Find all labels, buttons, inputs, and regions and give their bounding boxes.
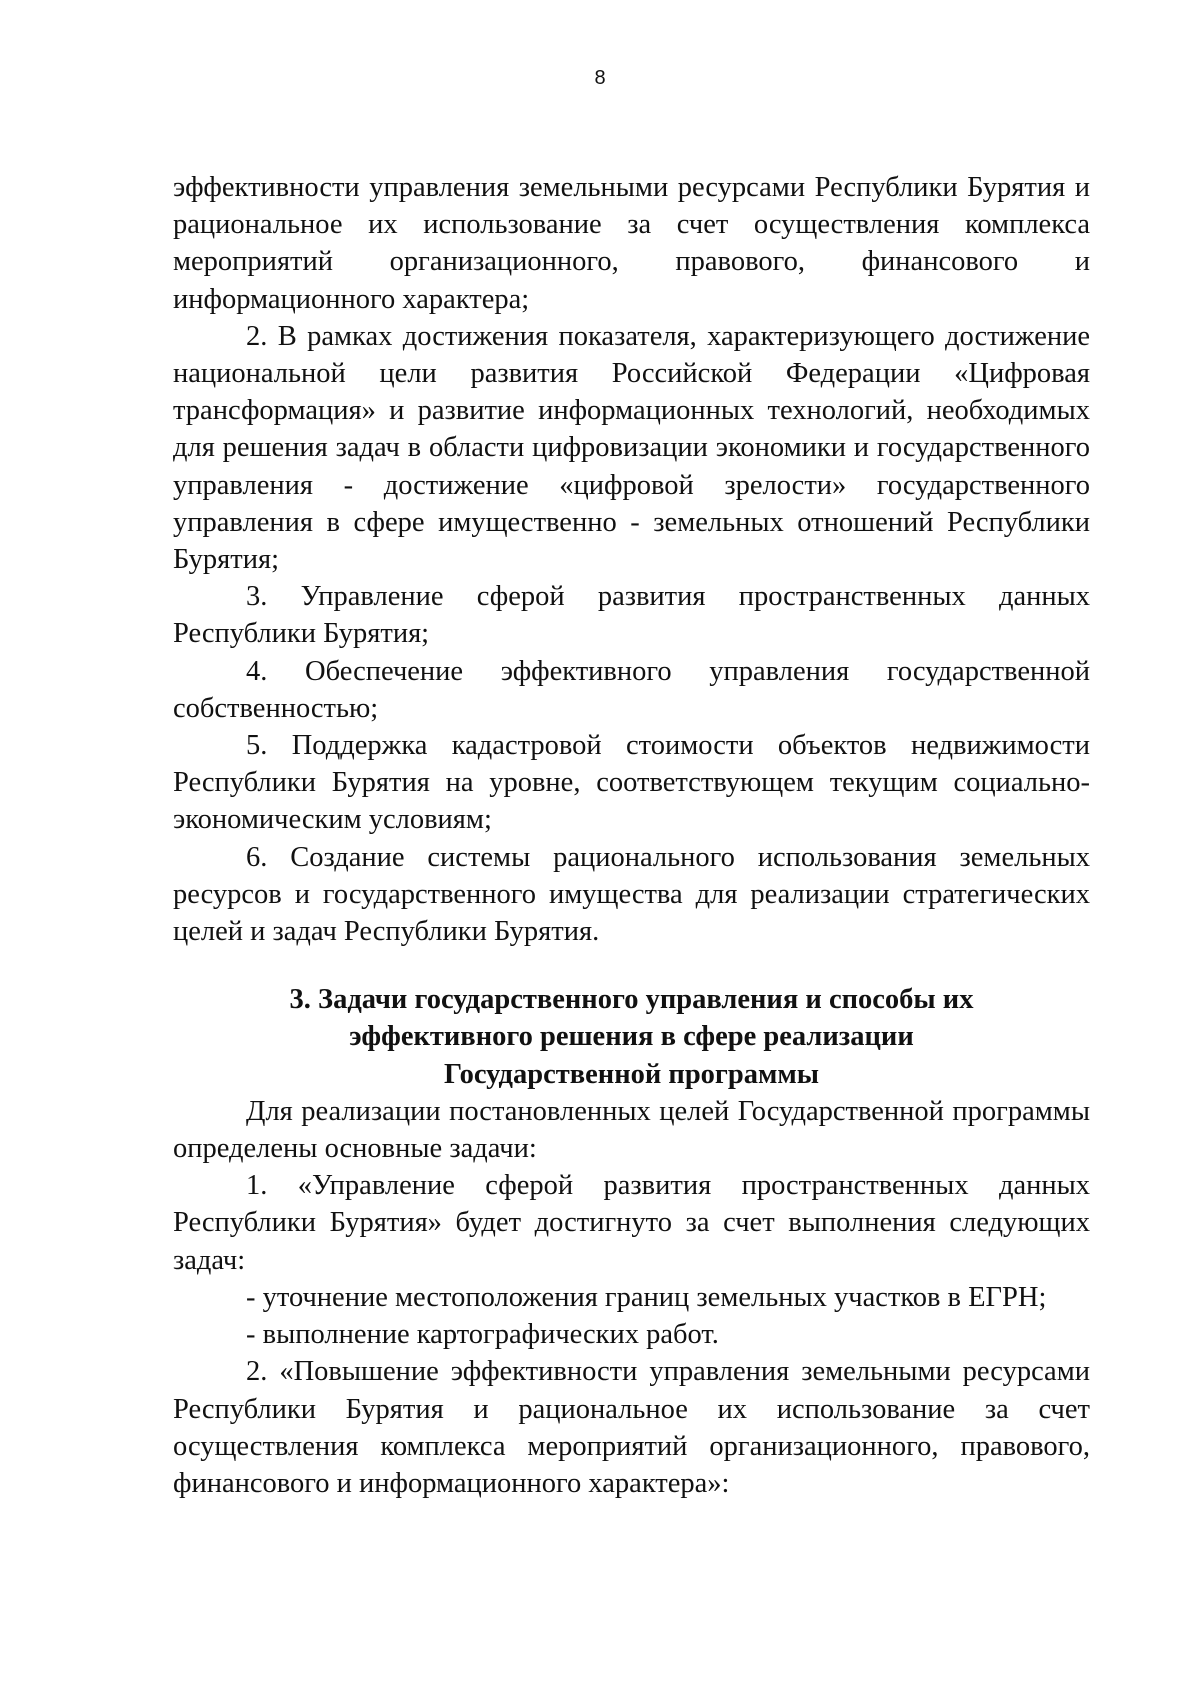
section-heading-line: Государственной программы bbox=[443, 1058, 820, 1090]
paragraph-task-1: 1. «Управление сферой развития пространственных данных Республики Бурятия» будет достигнуто за счет выполнения следующих задач: bbox=[173, 1170, 1090, 1276]
section-heading-line: 3. Задачи государственного управления и способы их bbox=[289, 984, 974, 1016]
page-number: 8 bbox=[594, 67, 606, 89]
paragraph-item-5: 5. Поддержка кадастровой стоимости объектов недвижимости Республики Бурятия на уровне, соответствующем текущим социально-экономическим условиям; bbox=[173, 730, 1090, 836]
section-heading-line: эффективного решения в сфере реализации bbox=[349, 1021, 914, 1053]
paragraph-item-4: 4. Обеспечение эффективного управления государственной собственностью; bbox=[173, 655, 1090, 724]
paragraph-intro: Для реализации постановленных целей Государственной программы определены основные задачи: bbox=[173, 1095, 1090, 1165]
paragraph-continuation: эффективности управления земельными ресурсами Республики Бурятия и рациональное их использование за счет осуществления комплекса мероприятий организационного, правового, финансового и информационного характера; bbox=[173, 172, 1090, 315]
paragraph-item-2: 2. В рамках достижения показателя, характеризующего достижение национальной цели развития Российской Федерации «Цифровая трансформация» и развитие информационных технологий, необходимых для решения задач в области цифровизации экономики и государственного управления - достижение «цифровой зрелости» государственного управления в сфере имущественно - земельных отношений Республики Бурятия; bbox=[173, 320, 1090, 576]
document-body bbox=[173, 169, 1090, 1502]
paragraph-task-2: 2. «Повышение эффективности управления земельными ресурсами Республики Бурятия и рациональное их использование за счет осуществления комплекса мероприятий организационного, правового, финансового и информационного характера»: bbox=[173, 1356, 1090, 1499]
section-heading bbox=[173, 981, 1090, 1093]
paragraph-item-3: 3. Управление сферой развития пространственных данных Республики Бурятия; bbox=[173, 581, 1090, 650]
list-item: - выполнение картографических работ. bbox=[246, 1319, 719, 1351]
list-item: - уточнение местоположения границ земельных участков в ЕГРН; bbox=[246, 1281, 1047, 1313]
paragraph-item-6: 6. Создание системы рационального использования земельных ресурсов и государственного имущества для реализации стратегических целей и задач Республики Бурятия. bbox=[173, 841, 1090, 948]
